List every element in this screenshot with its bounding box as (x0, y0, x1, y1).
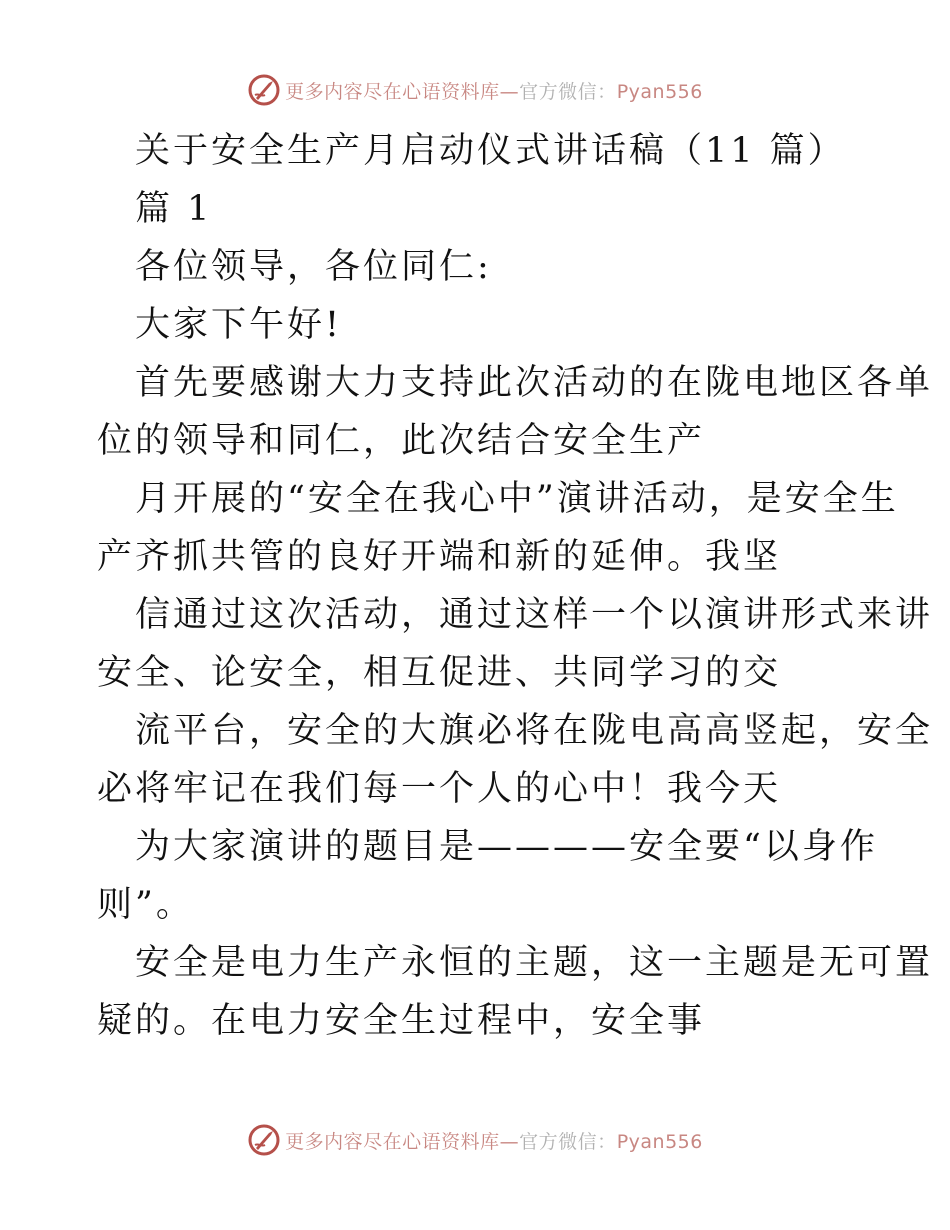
banner-text: 更多内容尽在心语资料库—官方微信：Pyan556 (285, 80, 703, 103)
footer-banner (0, 1120, 950, 1160)
quill-logo-icon (247, 73, 281, 107)
text-line: 则”。 (97, 885, 194, 925)
text-line: 篇 1 (135, 189, 213, 229)
text-line: 安全、论安全，相互促进、共同学习的交 (97, 653, 782, 693)
text-line: 流平台，安全的大旗必将在陇电高高竖起，安全 (135, 711, 934, 751)
header-banner (0, 70, 950, 110)
text-line: 首先要感谢大力支持此次活动的在陇电地区各单 (135, 363, 934, 403)
text-line: 月开展的“安全在我心中”演讲活动，是安全生 (135, 479, 899, 519)
text-line: 位的领导和同仁，此次结合安全生产 (97, 421, 706, 461)
text-line: 产齐抓共管的良好开端和新的延伸。我坚 (97, 537, 782, 577)
text-line: 关于安全生产月启动仪式讲话稿（11 篇） (135, 131, 846, 171)
text-line: 大家下午好! (135, 305, 343, 345)
text-line: 疑的。在电力安全生过程中，安全事 (97, 1001, 706, 1041)
banner-text: 更多内容尽在心语资料库—官方微信：Pyan556 (285, 1130, 703, 1153)
text-line: 必将牢记在我们每一个人的心中！我今天 (97, 769, 782, 809)
document-body (97, 122, 934, 1050)
quill-logo-icon (247, 1123, 281, 1157)
text-line: 信通过这次活动，通过这样一个以演讲形式来讲 (135, 595, 934, 635)
text-line: 安全是电力生产永恒的主题，这一主题是无可置 (135, 943, 934, 983)
text-line: 各位领导，各位同仁: (135, 247, 492, 287)
text-line: 为大家演讲的题目是————安全要“以身作 (135, 827, 878, 867)
